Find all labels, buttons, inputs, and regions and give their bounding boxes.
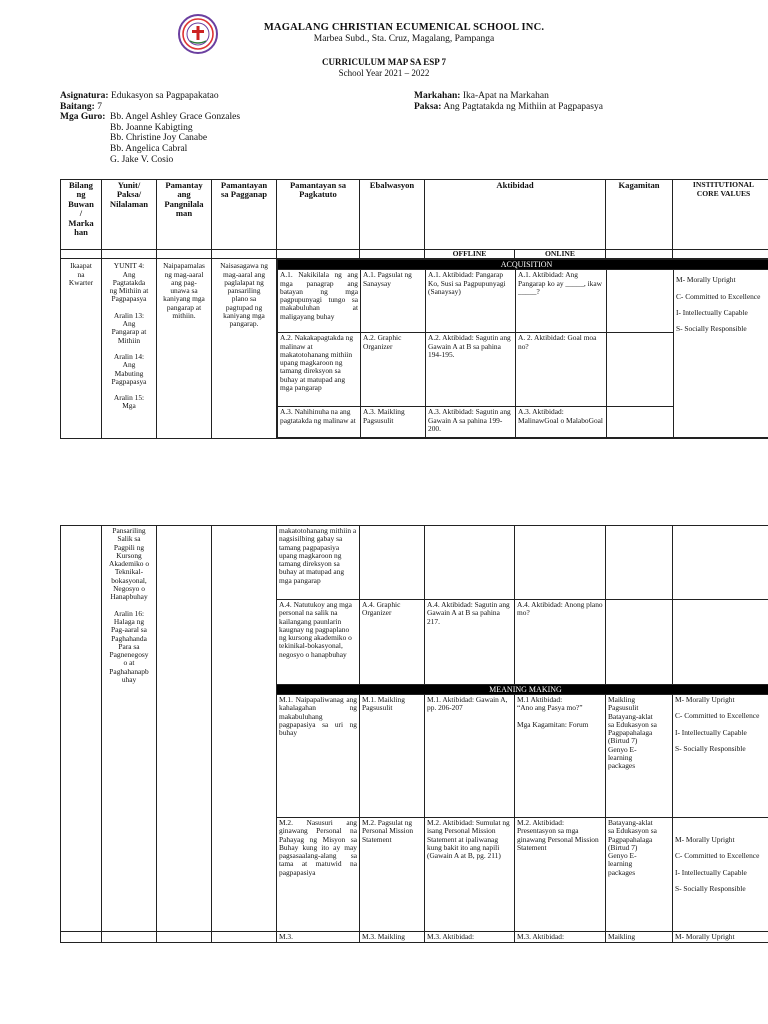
m1-ebalwasyon: M.1. Maikling Pagsusulit [360,695,425,818]
empty-cell [607,333,674,407]
unit-aralin-14: Aralin 14: Ang Mabuting Pagpapasya [111,351,147,386]
pangnilalaman-cell: Naipapamalas ng mag-aaral ang pag- unawa sa kaniyang mga pangarap at mithiin. [157,259,212,439]
document-title: CURRICULUM MAP SA ESP 7 [321,57,446,67]
m3-online: M.3. Aktibidad: [515,932,606,943]
header-kagamitan: Kagamitan [606,180,673,250]
m1-offline: M.1. Aktibidad: Gawain A, pp. 206-207 [425,695,515,818]
empty-cell [102,250,157,259]
a4-ebalwasyon: A.4. Graphic Organizer [360,600,425,685]
school-address: Marbea Subd., Sta. Cruz, Magalang, Pampanga [313,34,495,44]
header-pagkatuto: Pamantayan sa Pagkatuto [277,180,360,250]
a3-ebalwasyon: A.3. Maikling Pagsusulit [361,407,426,438]
empty-cell [425,526,515,600]
acquisition-block [277,259,768,439]
header-core-values: INSTITUTIONAL CORE VALUES [673,180,768,250]
guro-name: Bb. Angel Ashley Grace Gonzales [110,112,241,123]
unit-cell-continued [102,526,157,932]
empty-cell [606,526,673,600]
empty-cell [157,250,212,259]
empty-cell [360,250,425,259]
core-value-i: I- Intellectually Capable [675,867,747,877]
core-value-i: I- Intellectually Capable [676,307,748,317]
core-value-m: M- Morally Upright [675,695,735,704]
empty-cell [673,526,768,600]
empty-cell [607,270,674,333]
school-name: MAGALANG CHRISTIAN ECUMENICAL SCHOOL INC. [263,22,545,33]
empty-cell [157,932,212,943]
guro-label: Mga Guro: [60,112,106,123]
m1-kagamitan: Maikling Pagsusulit Batayang-aklat sa Edukasyon sa Pagpapahalaga (Birtud 7) Genyo E- learning packages [606,695,673,818]
unit-yunit: YUNIT 4: Ang Pagtatakda ng Mithiin at Pagpapasya [109,261,149,304]
a4-online: A.4. Aktibidad: Anong plano mo? [515,600,606,685]
core-value-c: C- Committed to Excellence [676,291,761,301]
curriculum-table-page-2 [60,525,768,943]
core-value-s: S- Socially Responsible [675,743,746,753]
online-label: ONLINE [515,250,606,259]
m2-online: M.2. Aktibidad: Presentasyon sa mga ginawang Personal Mission Statement [515,818,606,932]
empty-cell [61,932,102,943]
a2-offline: A.2. Aktibidad: Sagutin ang Gawain A at B sa pahina 194-195. [426,333,516,407]
meaning-making-band: MEANING MAKING [277,685,768,695]
header-bilang: Bilang ng Buwan / Marka han [61,180,102,250]
m1-pagkatuto: M.1. Naipapaliwanag ang kahalagahan ng makabuluhang pagpapasiya sa uri ng buhay [277,695,360,818]
empty-cell [606,600,673,685]
unit-aralin-13: Aralin 13: Ang Pangarap at Mithiin [111,310,147,345]
a1-offline: A.1. Aktibidad: Pangarap Ko, Susi sa Pagpupunyagi (Sanaysay) [426,270,516,333]
guro-list [110,112,240,165]
core-values-cell [674,270,768,438]
core-value-s: S- Socially Responsible [675,883,746,893]
empty-cell [607,407,674,438]
empty-cell [212,250,277,259]
a3-pagkatuto-cont: makatotohanang mithiin a nagsisilbing gabay sa tamang pagpapasiya upang magkaroon ng tamang direksyon sa buhay at matupad ang mga pangarap [277,526,360,600]
header-yunit: Yunit/ Paksa/ Nilalaman [102,180,157,250]
empty-cell [61,250,102,259]
m1-core-values [673,695,768,818]
empty-cell [360,526,425,600]
guro-name: Bb. Christine Joy Canabe [110,133,208,144]
a3-offline: A.3. Aktibidad: Sagutin ang Gawain A sa pahina 199-200. [426,407,516,438]
asignatura-value: Edukasyon sa Pagpapakatao [110,91,219,101]
core-value-c: C- Committed to Excellence [675,711,760,721]
unit-cell [102,259,157,439]
core-value-i: I- Intellectually Capable [675,727,747,737]
info-right [414,91,754,112]
unit-aralin-15-cont: Pansariling Salik sa Pagpili ng Kursong Akademiko o Teknikal- bokasyonal, Negosyo o Hanapbuhay [108,526,150,602]
school-year: School Year 2021 – 2022 [338,68,430,78]
empty-cell [102,932,157,943]
acquisition-inner [277,259,768,438]
a1-ebalwasyon: A.1. Pagsulat ng Sanaysay [361,270,426,333]
a2-pagkatuto: A.2. Nakakapagtakda ng malinaw at makatotohanang mithiin upang magkaroon ng tamang direksyon sa buhay at matupad ang mga pangarap [278,333,361,407]
paksa-label: Paksa: [414,101,442,112]
markahan-label: Markahan: [414,91,461,101]
bilang-cell: Ikaapat na Kwarter [61,259,102,439]
unit-aralin-15: Aralin 15: Mga [113,393,145,411]
a3-pagkatuto: A.3. Nahihinuha na ang pagtatakda ng malinaw at [278,407,361,438]
unit-aralin-16: Aralin 16: Halaga ng Pag-aaral sa Paghahanda Para sa Pagnenegosy o at Paghahanapb uhay [109,608,149,685]
markahan-value: Ika-Apat na Markahan [462,91,549,101]
info-left [60,91,390,165]
empty-cell [61,526,102,932]
a3-online: A.3. Aktibidad: MalinawGoal o MalaboGoal [516,407,607,438]
empty-cell [673,600,768,685]
m3-kagamitan: Maikling [606,932,673,943]
empty-cell [157,526,212,932]
header-pangnilalaman: Pamantay ang Pangnilala man [157,180,212,250]
acquisition-band: ACQUISITION [278,260,768,270]
empty-cell [606,250,673,259]
baitang-label: Baitang: [60,101,95,112]
asignatura-label: Asignatura: [60,91,109,101]
core-value-s: S- Socially Responsible [676,324,747,334]
baitang-value: 7 [97,101,102,112]
core-value-m: M- Morally Upright [675,835,735,844]
pagganap-cell: Naisasagawa ng mag-aaral ang paglalapat ng pansariling plano sa pagtupad ng kaniyang mga pangarap. [212,259,277,439]
header-ebalwasyon: Ebalwasyon [360,180,425,250]
m3-ebalwasyon: M.3. Maikling [360,932,425,943]
m2-offline: M.2. Aktibidad: Sumulat ng isang Personal Mission Statement at ipaliwanag kung bakit ito ang napili (Gawain A at B, pg. 211) [425,818,515,932]
a4-offline: A.4. Aktibidad: Sagutin ang Gawain A at B sa pahina 217. [425,600,515,685]
a2-ebalwasyon: A.2. Graphic Organizer [361,333,426,407]
header-pagganap: Pamantayan sa Pagganap [212,180,277,250]
guro-name: Bb. Angelica Cabral [110,143,188,154]
empty-cell [212,526,277,932]
m2-ebalwasyon: M.2. Pagsulat ng Personal Mission Statement [360,818,425,932]
a4-pagkatuto: A.4. Natutukoy ang mga personal na salik na kailangang paunlarin kaugnay ng pagpaplano ng kursong akademiko o tekinikal-bokasyonal, negosyo o hanapbuhay [277,600,360,685]
m2-kagamitan: Batayang-aklat sa Edukasyon sa Pagpapahalaga (Birtud 7) Genyo E- learning packages [606,818,673,932]
core-value-m: M- Morally Upright [676,275,736,285]
empty-cell [673,250,768,259]
m3-offline: M.3. Aktibidad: [425,932,515,943]
m3-core-value: M- Morally Upright [673,932,768,943]
empty-cell [212,932,277,943]
offline-label: OFFLINE [425,250,515,259]
a2-online: A. 2. Aktibidad: Goal moa no? [516,333,607,407]
empty-cell [515,526,606,600]
guro-name: G. Jake V. Cosio [110,154,174,165]
core-value-c: C- Committed to Excellence [675,851,760,861]
header-aktibidad: Aktibidad [425,180,606,250]
a1-online: A.1. Aktibidad: Ang Pangarap ko ay _____, ikaw _____? [516,270,607,333]
m1-online: M.1 Aktibidad: “Ano ang Pasya mo?” Mga Kagamitan: Forum [515,695,606,818]
empty-cell [277,250,360,259]
m3-pagkatuto: M.3. [277,932,360,943]
paksa-value: Ang Pagtatakda ng Mithiin at Pagpapasya [443,101,603,112]
curriculum-table-page-1 [60,179,768,439]
a1-pagkatuto: A.1. Nakikilala ng ang mga panagrap ang batayan ng mga pagpupunyagi tungo sa makabuluhan at maligayang buhay [278,270,361,333]
m2-core-values [673,818,768,932]
guro-name: Bb. Joanne Kabigting [110,122,193,133]
m2-pagkatuto: M.2. Nasusuri ang ginawang Personal na Pahayag ng Misyon sa Buhay kung ito ay may pagsasaalang-alang sa tama at matuwid na pagpapasiya [277,818,360,932]
